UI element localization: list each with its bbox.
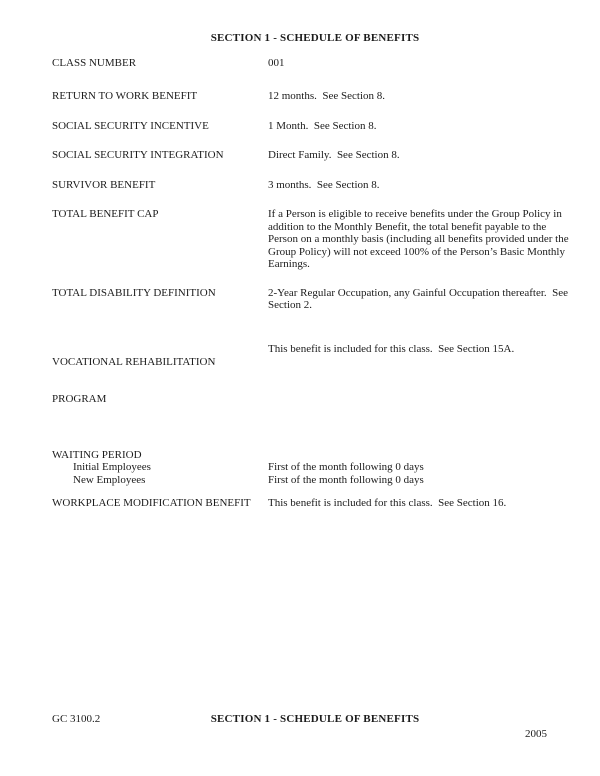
return-to-work-benefit-value: 12 months. See Section 8. — [268, 90, 386, 102]
total-benefit-cap-value: If a Person is eligible to receive benefits under the Group Policy in addition to the Monthly Benefit, the total benefit payable to the Person on a monthly basis (including all benefits provided under the Group Policy) will not exceed 100% of the Person’s Basic Monthly Earnings. — [268, 208, 572, 270]
initial-employees-value: First of the month following 0 days — [268, 461, 424, 473]
row-total-disability-definition — [52, 287, 578, 312]
initial-employees-label: Initial Employees — [73, 461, 151, 473]
class-number-value: 001 — [268, 56, 285, 69]
row-waiting-period-header — [52, 449, 578, 462]
survivor-benefit-value: 3 months. See Section 8. — [268, 178, 380, 191]
social-security-incentive-label: SOCIAL SECURITY INCENTIVE — [52, 119, 209, 132]
survivor-benefit-label: SURVIVOR BENEFIT — [52, 178, 156, 191]
total-benefit-cap-label: TOTAL BENEFIT CAP — [52, 208, 159, 220]
social-security-integration-value: Direct Family. See Section 8. — [268, 149, 400, 161]
vocational-rehabilitation-program-label — [52, 331, 268, 431]
vocational-rehabilitation-label-line2: PROGRAM — [52, 393, 107, 405]
row-waiting-period-new-employees — [52, 474, 578, 487]
row-vocational-rehabilitation-program — [52, 331, 578, 431]
row-return-to-work-benefit — [52, 90, 578, 103]
row-survivor-benefit — [52, 179, 578, 192]
class-number-label: CLASS NUMBER — [52, 56, 137, 69]
waiting-period-label: WAITING PERIOD — [52, 448, 142, 461]
row-workplace-modification-benefit — [52, 497, 578, 510]
footer-section-title: SECTION 1 - SCHEDULE OF BENEFITS — [210, 713, 420, 725]
row-waiting-period-initial-employees — [52, 461, 578, 474]
new-employees-label: New Employees — [73, 473, 146, 486]
footer-form-number: GC 3100.2 — [52, 713, 101, 725]
return-to-work-benefit-label: RETURN TO WORK BENEFIT — [52, 90, 198, 102]
social-security-integration-label: SOCIAL SECURITY INTEGRATION — [52, 149, 224, 161]
row-class-number — [52, 57, 578, 70]
footer-year: 2005 — [525, 727, 547, 740]
page-title: SECTION 1 - SCHEDULE OF BENEFITS — [210, 32, 420, 44]
workplace-modification-benefit-label: WORKPLACE MODIFICATION BENEFIT — [52, 497, 251, 509]
row-social-security-integration — [52, 149, 578, 162]
social-security-incentive-value: 1 Month. See Section 8. — [268, 119, 377, 132]
waiting-period-group — [52, 449, 578, 487]
new-employees-value: First of the month following 0 days — [268, 473, 424, 486]
total-disability-definition-value: 2-Year Regular Occupation, any Gainful Occupation thereafter. See Section 2. — [268, 286, 571, 311]
workplace-modification-benefit-value: This benefit is included for this class. See Section 16. — [268, 497, 507, 509]
vocational-rehabilitation-program-value: This benefit is included for this class. See Section 15A. — [268, 343, 515, 355]
vocational-rehabilitation-label-line1: VOCATIONAL REHABILITATION — [52, 355, 216, 368]
total-disability-definition-label: TOTAL DISABILITY DEFINITION — [52, 286, 216, 299]
row-total-benefit-cap — [52, 208, 578, 271]
row-social-security-incentive — [52, 120, 578, 133]
schedule-of-benefits — [52, 32, 578, 510]
